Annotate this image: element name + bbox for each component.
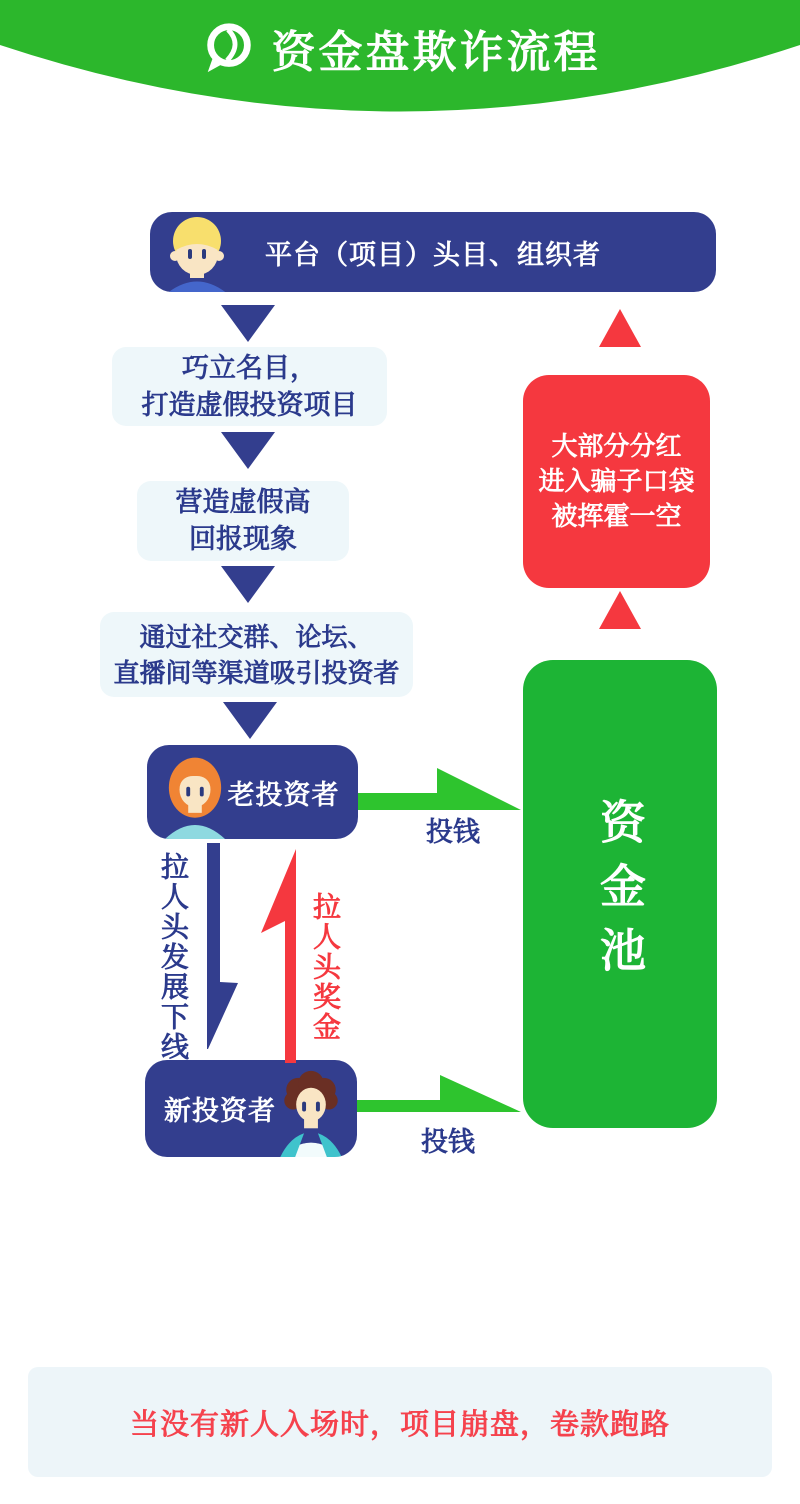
invest-arrow-old-icon: [358, 765, 523, 811]
step3-line2: 直播间等渠道吸引投资者: [113, 657, 400, 688]
organizer-label: 平台（项目）头目、组织者: [265, 239, 601, 270]
page-title: 资金盘欺诈流程: [271, 28, 601, 77]
invest-arrow-new-icon: [357, 1070, 523, 1114]
flow-arrow-down-4: [223, 702, 277, 739]
step2-box: [137, 481, 349, 561]
old-investor-label: 老投资者: [227, 779, 340, 810]
dividend-arrow-up-bottom: [599, 591, 641, 629]
old-investor-box: [147, 745, 358, 839]
step2-line1: 营造虚假高: [175, 487, 311, 517]
header: [0, 16, 800, 80]
dividend-arrow-up-top: [599, 309, 641, 347]
invest-label-old: 投钱: [426, 817, 480, 847]
recruit-down-arrow-icon: [200, 843, 245, 1053]
step1-box: [112, 347, 387, 426]
step1-line1: 巧立名目，: [182, 352, 317, 383]
old-investor-avatar-icon: [155, 747, 235, 839]
organizer-box: [150, 212, 716, 292]
flow-arrow-down-3: [221, 566, 275, 603]
recruit-reward-arrow-icon: [250, 843, 300, 1063]
dividend-line3: 被挥霍一空: [551, 501, 682, 531]
dividend-line2: 进入骗子口袋: [538, 466, 695, 496]
step3-box: [100, 612, 413, 697]
flow-arrow-down-1: [221, 305, 275, 342]
capital-pool-box: [523, 660, 717, 1128]
step3-line1: 通过社交群、论坛、: [139, 621, 374, 652]
step1-line2: 打造虚假投资项目: [141, 389, 358, 420]
new-investor-label: 新投资者: [164, 1096, 276, 1126]
flow-arrow-down-2: [221, 432, 275, 469]
recruit-down-label: 拉人头发展下线: [158, 852, 189, 1062]
dividend-box: [523, 375, 710, 588]
dividend-line1: 大部分分红: [551, 431, 682, 461]
recruit-reward-label: 拉人头奖金: [310, 892, 341, 1042]
invest-label-new: 投钱: [421, 1127, 475, 1157]
organizer-avatar-icon: [162, 216, 232, 292]
footer-warning-text: 当没有新人入场时，项目崩盘，卷款跑路: [129, 1408, 670, 1441]
chat-bubble-logo-icon: [200, 19, 258, 77]
capital-pool-label: 资金池: [594, 798, 646, 990]
footer-warning-bar: [28, 1367, 772, 1477]
new-investor-box: [145, 1060, 357, 1157]
new-investor-avatar-icon: [271, 1063, 351, 1157]
step2-line2: 回报现象: [189, 524, 297, 554]
